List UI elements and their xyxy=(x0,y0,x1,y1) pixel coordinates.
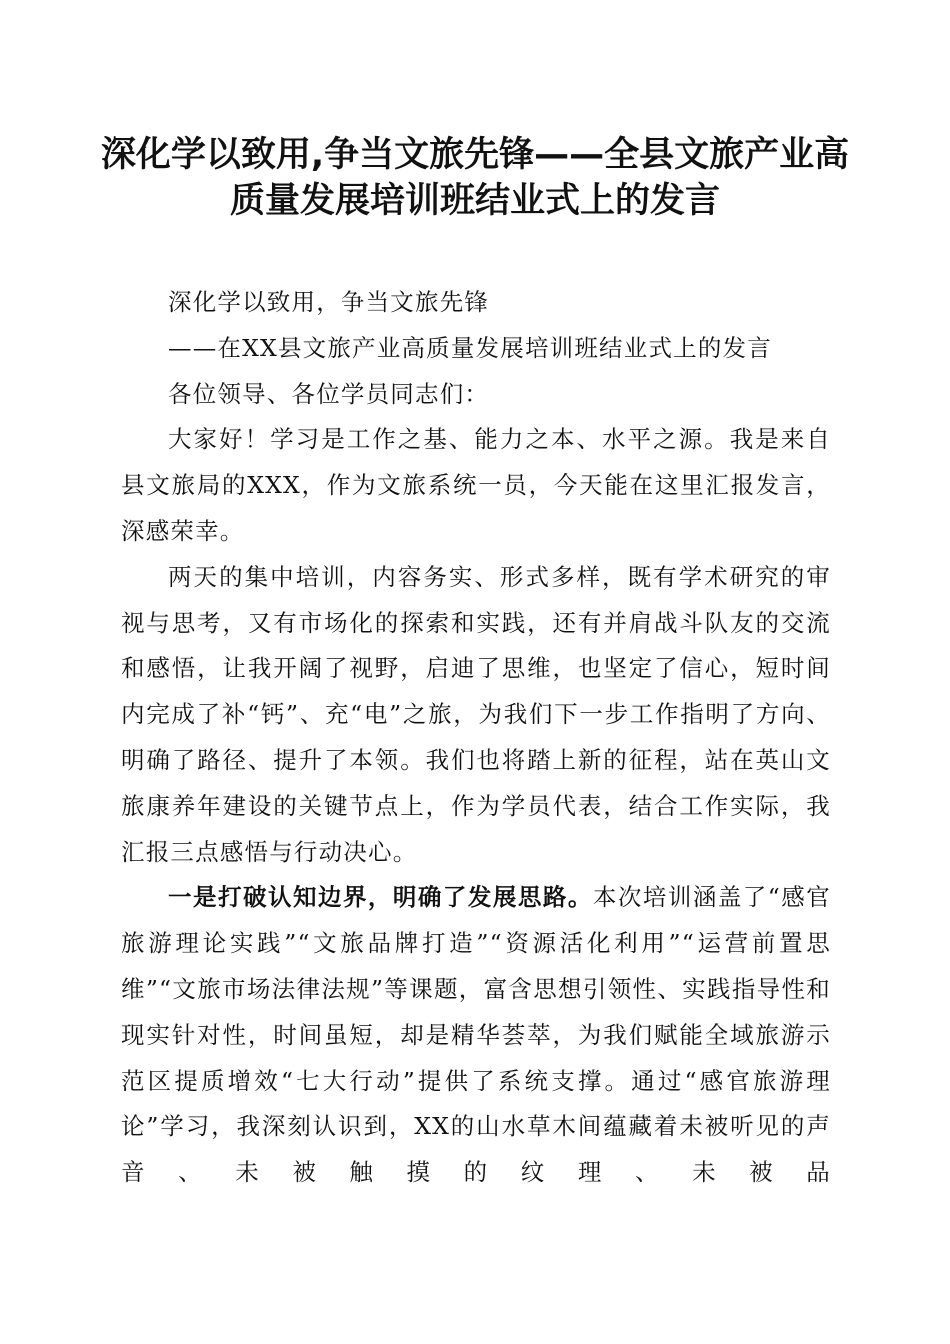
speech-subheading: ——在XX县文旅产业高质量发展培训班结业式上的发言 xyxy=(168,333,772,362)
document-body xyxy=(121,280,831,1196)
paragraph-text: 大家好！学习是工作之基、能力之本、水平之源。我是来自县文旅局的XXX，作为文旅系统一员，今天能在这里汇报发言，深感荣幸。 xyxy=(121,425,831,545)
paragraph-lead: 一是打破认知边界，明确了发展思路。 xyxy=(168,883,593,912)
paragraph-3 xyxy=(121,875,831,1196)
speech-heading: 深化学以致用，争当文旅先锋 xyxy=(168,288,490,316)
salutation: 各位领导、各位学员同志们： xyxy=(168,379,490,408)
document-title: 深化学以致用,争当文旅先锋——全县文旅产业高质量发展培训班结业式上的发言 xyxy=(100,135,850,221)
paragraph-1 xyxy=(121,417,831,554)
paragraph-2 xyxy=(121,555,831,876)
paragraph-text: 两天的集中培训，内容务实、形式多样，既有学术研究的审视与思考，又有市场化的探索和实践，还有并肩战斗队友的交流和感悟，让我开阔了视野，启迪了思维，也坚定了信心，短时间内完成了补“钙”、充“电”之旅，为我们下一步工作指明了方向、明确了路径、提升了本领。我们也将踏上新的征程，站在英山文旅康养年建设的关键节点上，作为学员代表，结合工作实际，我汇报三点感悟与行动决心。 xyxy=(121,562,831,866)
paragraph-text: 本次培训涵盖了“感官旅游理论实践”“文旅品牌打造”“资源活化利用”“运营前置思维”“文旅市场法律法规”等课题，富含思想引领性、实践指导性和现实针对性，时间虽短，却是精华荟萃，为我们赋能全域旅游示范区提质增效“七大行动”提供了系统支撑。通过“感官旅游理论”学习，我深刻认识到，XX的山水草木间蕴藏着未被听见的声音、未被触摸的纹理、未被品 xyxy=(121,883,831,1187)
